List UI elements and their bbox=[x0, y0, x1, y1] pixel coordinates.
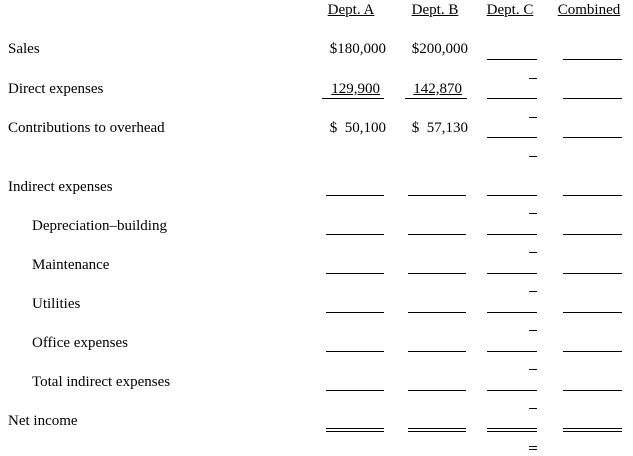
column-header-dept-b: Dept. B bbox=[411, 2, 459, 18]
row-label-maintenance: Maintenance bbox=[32, 257, 110, 273]
dash-net-income bbox=[529, 446, 537, 450]
dash-depreciation bbox=[529, 252, 537, 253]
blank-indirect-dept-c bbox=[487, 195, 537, 196]
blank-direct-expenses-underline-b bbox=[405, 98, 467, 99]
blank-utilities-dept-b bbox=[408, 312, 466, 313]
blank-office-dept-a bbox=[326, 351, 384, 352]
row-label-depreciation-building: Depreciation–building bbox=[32, 218, 167, 234]
blank-total-indirect-dept-c bbox=[487, 390, 537, 391]
blank-office-combined bbox=[563, 351, 622, 352]
row-label-total-indirect-expenses: Total indirect expenses bbox=[32, 374, 171, 390]
blank-utilities-dept-a bbox=[326, 312, 384, 313]
cell-sales-dept-a: $180,000 bbox=[329, 41, 386, 57]
blank-contributions-dept-c bbox=[487, 137, 537, 138]
dash-contributions bbox=[529, 156, 537, 157]
blank-direct-expenses-combined bbox=[563, 98, 622, 99]
blank-depreciation-dept-c bbox=[487, 234, 537, 235]
blank-sales-dept-c bbox=[487, 59, 537, 60]
blank-direct-expenses-underline-a bbox=[322, 98, 384, 99]
dash-utilities bbox=[529, 330, 537, 331]
blank-net-income-dept-b bbox=[408, 428, 466, 432]
blank-office-dept-c bbox=[487, 351, 537, 352]
blank-total-indirect-dept-a bbox=[326, 390, 384, 391]
blank-sales-combined bbox=[563, 59, 622, 60]
blank-indirect-dept-b bbox=[408, 195, 466, 196]
blank-depreciation-combined bbox=[563, 234, 622, 235]
dash-sales bbox=[529, 78, 537, 79]
blank-depreciation-dept-b bbox=[408, 234, 466, 235]
blank-utilities-dept-c bbox=[487, 312, 537, 313]
blank-maintenance-dept-b bbox=[408, 273, 466, 274]
cell-sales-dept-b: $200,000 bbox=[411, 41, 468, 57]
blank-maintenance-dept-c bbox=[487, 273, 537, 274]
blank-total-indirect-dept-b bbox=[408, 390, 466, 391]
row-label-direct-expenses: Direct expenses bbox=[8, 81, 104, 97]
blank-utilities-combined bbox=[563, 312, 622, 313]
column-header-dept-a: Dept. A bbox=[327, 2, 375, 18]
row-label-utilities: Utilities bbox=[32, 296, 81, 312]
column-header-combined: Combined bbox=[557, 2, 621, 18]
blank-total-indirect-combined bbox=[563, 390, 622, 391]
blank-net-income-combined bbox=[563, 428, 622, 432]
blank-maintenance-dept-a bbox=[326, 273, 384, 274]
cell-direct-expenses-dept-a: 129,900 bbox=[331, 81, 380, 97]
blank-maintenance-combined bbox=[563, 273, 622, 274]
dash-office bbox=[529, 369, 537, 370]
row-label-office-expenses: Office expenses bbox=[32, 335, 128, 351]
dash-direct-expenses bbox=[529, 117, 537, 118]
dash-indirect bbox=[529, 213, 537, 214]
blank-net-income-dept-a bbox=[326, 428, 384, 432]
dash-total-indirect bbox=[529, 408, 537, 409]
column-header-dept-c: Dept. C bbox=[486, 2, 534, 18]
blank-net-income-dept-c bbox=[487, 428, 537, 432]
blank-depreciation-dept-a bbox=[326, 234, 384, 235]
row-label-sales: Sales bbox=[8, 41, 40, 57]
cell-contributions-dept-a: $ 50,100 bbox=[329, 120, 386, 136]
blank-office-dept-b bbox=[408, 351, 466, 352]
row-label-indirect-expenses: Indirect expenses bbox=[8, 179, 113, 195]
row-label-contributions: Contributions to overhead bbox=[8, 120, 165, 136]
blank-contributions-combined bbox=[563, 137, 622, 138]
blank-indirect-combined bbox=[563, 195, 622, 196]
dash-maintenance bbox=[529, 291, 537, 292]
cell-contributions-dept-b: $ 57,130 bbox=[411, 120, 468, 136]
blank-direct-expenses-dept-c bbox=[487, 98, 537, 99]
row-label-net-income: Net income bbox=[8, 413, 78, 429]
cell-direct-expenses-dept-b: 142,870 bbox=[413, 81, 462, 97]
blank-indirect-dept-a bbox=[326, 195, 384, 196]
